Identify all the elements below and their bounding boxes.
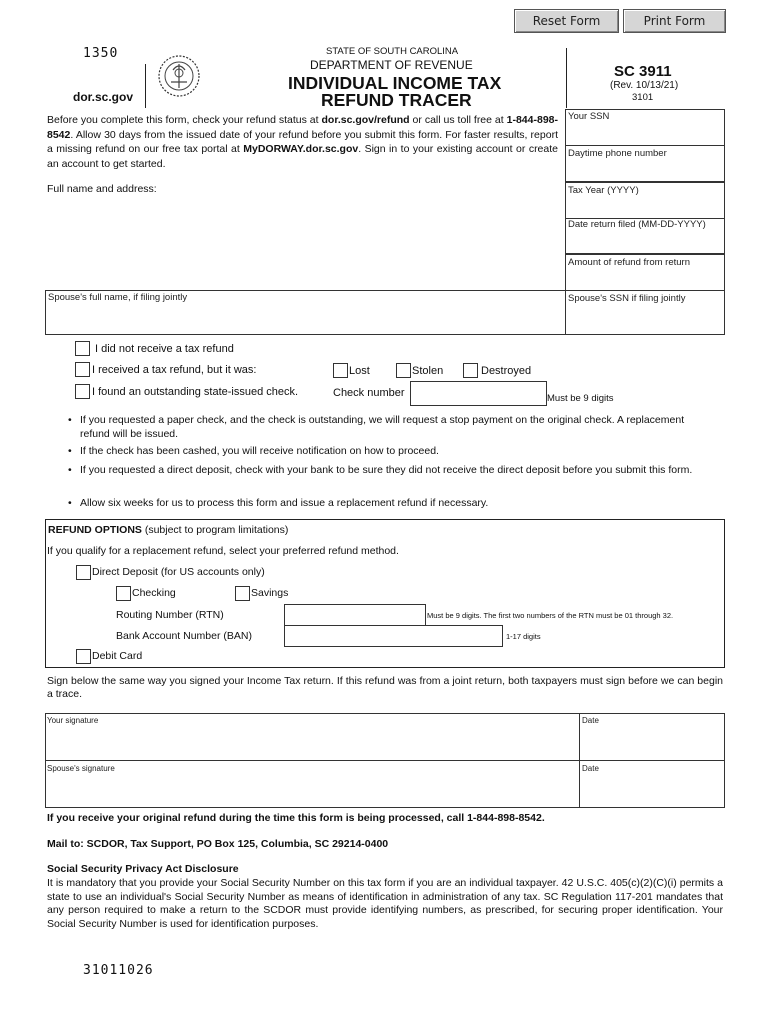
lost-checkbox[interactable] bbox=[333, 363, 348, 378]
check-number-label: Check number bbox=[333, 387, 405, 399]
form-code: 1350 bbox=[83, 46, 119, 61]
checking-label: Checking bbox=[132, 587, 176, 599]
spouse-name-field[interactable] bbox=[45, 290, 566, 335]
full-name-address-field[interactable] bbox=[47, 198, 562, 286]
privacy-title: Social Security Privacy Act Disclosure bbox=[47, 863, 239, 875]
form-number: SC 3911 bbox=[614, 63, 672, 80]
ban-hint: 1-17 digits bbox=[506, 632, 541, 641]
tax-year-field[interactable] bbox=[565, 182, 725, 219]
savings-checkbox[interactable] bbox=[235, 586, 250, 601]
form-id: 3101 bbox=[632, 92, 654, 103]
check-number-hint: Must be 9 digits bbox=[547, 393, 614, 404]
not-received-label: I did not receive a tax refund bbox=[95, 343, 234, 355]
refund-options-instruction: If you qualify for a replacement refund, select your preferred refund method. bbox=[47, 545, 399, 557]
received-but-label: I received a tax refund, but it was: bbox=[92, 364, 257, 376]
header-divider-right bbox=[566, 48, 567, 108]
date-label-2: Date bbox=[582, 764, 599, 773]
destroyed-label: Destroyed bbox=[481, 365, 532, 377]
outstanding-check-checkbox[interactable] bbox=[75, 384, 90, 399]
header-divider-left bbox=[145, 64, 146, 108]
bullet-paper-check: • If you requested a paper check, and the check is outstanding, we will request a stop payment on the original check. A replacement refund will be issued. bbox=[80, 414, 712, 441]
refund-amount-label: Amount of refund from return bbox=[568, 257, 690, 268]
checking-checkbox[interactable] bbox=[116, 586, 131, 601]
intro-paragraph: Before you complete this form, check your refund status at dor.sc.gov/refund or call us toll free at 1-844-898-8542. Allow 30 days from the issued date of your refund before you submit this form. For faster results, report a missing refund on our free tax portal at MyDORWAY.dor.sc.gov. Sign in to your existing account or create an account to get started. bbox=[47, 114, 558, 170]
lost-label: Lost bbox=[349, 365, 370, 377]
rtn-input[interactable] bbox=[284, 604, 426, 626]
privacy-text: It is mandatory that you provide your Social Security Number on this tax form if you are an individual taxpayer. 42 U.S.C. 405(c)(2)(C)(i) permits a state to use an individual's Social Security Number as means of identification in administration of any tax. SC Regulation 117-201 mandates that any person required to make a return to the SCDOR must provide identifying numbers, as prescribed, for securing proper identification. Your Social Security Number is used for identification purposes. bbox=[47, 877, 723, 930]
your-signature-field[interactable] bbox=[45, 713, 580, 761]
stolen-label: Stolen bbox=[412, 365, 444, 377]
form-revision: (Rev. 10/13/21) bbox=[610, 80, 679, 91]
phone-field[interactable] bbox=[565, 145, 725, 182]
your-signature-date-field[interactable] bbox=[579, 713, 725, 761]
refund-amount-field[interactable] bbox=[565, 254, 725, 291]
bullet-six-weeks: • Allow six weeks for us to process this form and issue a replacement refund if necessary. bbox=[80, 497, 712, 511]
spouse-ssn-label: Spouse's SSN if filing jointly bbox=[568, 293, 686, 304]
signature-instruction: Sign below the same way you signed your Income Tax return. If this refund was from a joint return, both taxpayers must sign before we can begin a trace. bbox=[47, 675, 723, 700]
date-label: Date bbox=[582, 716, 599, 725]
direct-deposit-label: Direct Deposit (for US accounts only) bbox=[92, 566, 265, 578]
received-but-checkbox[interactable] bbox=[75, 362, 90, 377]
date-filed-field[interactable] bbox=[565, 218, 725, 254]
spouse-signature-field[interactable] bbox=[45, 760, 580, 808]
mydorway-link[interactable]: MyDORWAY.dor.sc.gov bbox=[243, 143, 359, 155]
check-number-input[interactable] bbox=[410, 381, 547, 406]
website-label: dor.sc.gov bbox=[73, 90, 134, 104]
debit-card-checkbox[interactable] bbox=[76, 649, 91, 664]
direct-deposit-checkbox[interactable] bbox=[76, 565, 91, 580]
ssn-label: Your SSN bbox=[568, 111, 610, 122]
reset-form-button[interactable]: Reset Form bbox=[514, 9, 619, 33]
phone-label: Daytime phone number bbox=[568, 148, 667, 159]
bullet-check-cashed: • If the check has been cashed, you will receive notification on how to proceed. bbox=[80, 445, 712, 459]
state-name: STATE OF SOUTH CAROLINA bbox=[326, 46, 459, 57]
destroyed-checkbox[interactable] bbox=[463, 363, 478, 378]
spouse-signature-label: Spouse's signature bbox=[47, 764, 115, 773]
barcode-number: 31011026 bbox=[83, 963, 154, 978]
spouse-ssn-field[interactable] bbox=[565, 290, 725, 335]
date-filed-label: Date return filed (MM-DD-YYYY) bbox=[568, 219, 706, 230]
rtn-hint: Must be 9 digits. The first two numbers of the RTN must be 01 through 32. bbox=[427, 611, 674, 620]
state-seal-icon bbox=[157, 54, 201, 98]
mail-to-address: Mail to: SCDOR, Tax Support, PO Box 125, Columbia, SC 29214-0400 bbox=[47, 838, 389, 850]
form-title-line2: REFUND TRACER bbox=[321, 90, 472, 110]
refund-options-section bbox=[45, 519, 725, 668]
debit-card-label: Debit Card bbox=[92, 650, 143, 662]
department-name: DEPARTMENT OF REVENUE bbox=[310, 58, 473, 72]
bullet-direct-deposit: • If you requested a direct deposit, check with your bank to be sure they did not receive the direct deposit before you submit this form. bbox=[80, 464, 712, 478]
rtn-label: Routing Number (RTN) bbox=[116, 609, 224, 621]
not-received-checkbox[interactable] bbox=[75, 341, 90, 356]
ban-input[interactable] bbox=[284, 625, 503, 647]
spouse-signature-date-field[interactable] bbox=[579, 760, 725, 808]
refund-options-title: REFUND OPTIONS (subject to program limitations) bbox=[48, 524, 289, 536]
form-title-line1: INDIVIDUAL INCOME TAX bbox=[288, 73, 502, 93]
stolen-checkbox[interactable] bbox=[396, 363, 411, 378]
savings-label: Savings bbox=[251, 587, 289, 599]
refund-status-link[interactable]: dor.sc.gov/refund bbox=[321, 114, 410, 126]
tax-year-label: Tax Year (YYYY) bbox=[568, 185, 639, 196]
full-name-label: Full name and address: bbox=[47, 183, 157, 195]
spouse-name-label: Spouse's full name, if filing jointly bbox=[48, 292, 188, 303]
your-signature-label: Your signature bbox=[47, 716, 99, 725]
original-refund-notice: If you receive your original refund during the time this form is being processed, call 1-844-898-8542. bbox=[47, 812, 545, 824]
ssn-field[interactable] bbox=[565, 109, 725, 146]
ban-label: Bank Account Number (BAN) bbox=[116, 630, 252, 642]
print-form-button[interactable]: Print Form bbox=[623, 9, 726, 33]
outstanding-check-label: I found an outstanding state-issued check. bbox=[92, 386, 299, 398]
